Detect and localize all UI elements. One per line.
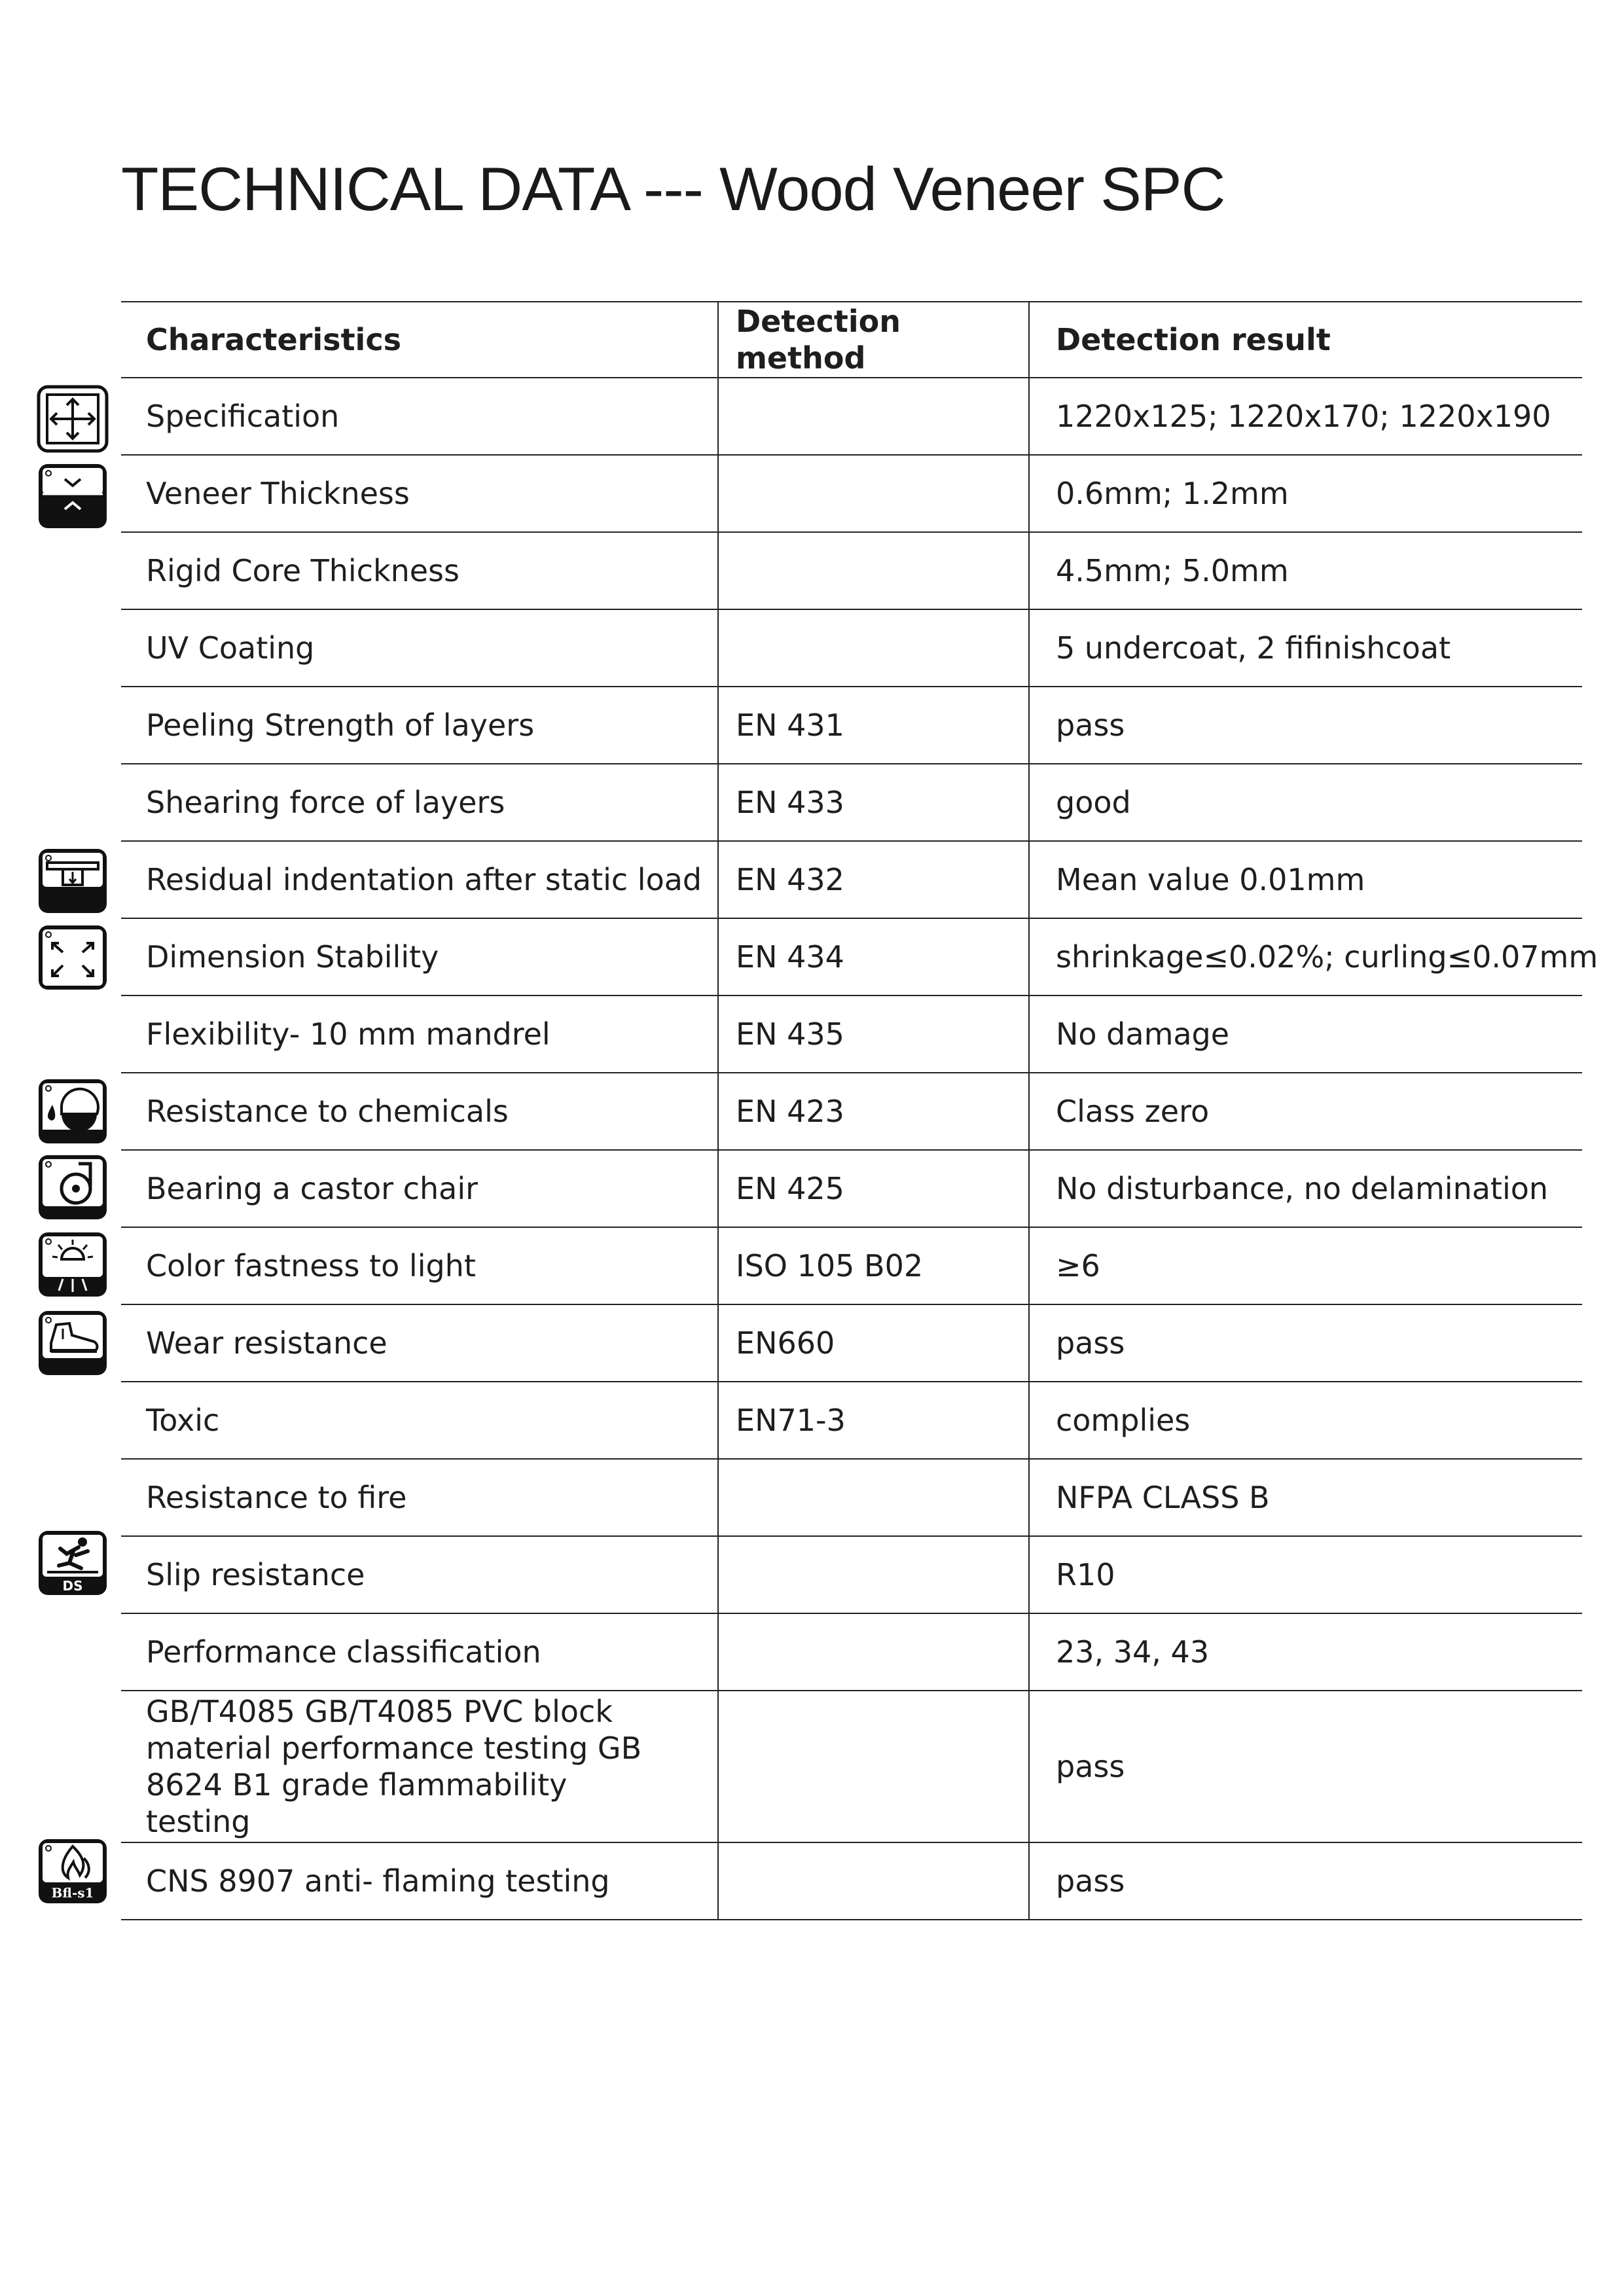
cell-result: 0.6mm; 1.2mm [1029,455,1582,532]
sunlight-icon [37,1230,109,1299]
cell-characteristic: GB/T4085 GB/T4085 PVC block material performance testing GB 8624 B1 grade flammability testing [121,1691,718,1842]
table-row [121,1150,1582,1227]
cell-method: EN71-3 [718,1382,1029,1459]
cell-characteristic: Dimension Stability [121,918,718,996]
table-header-row [121,302,1582,378]
cell-characteristic: Specification [121,378,718,455]
column-header-characteristics: Characteristics [121,302,718,378]
cell-result: 1220x125; 1220x170; 1220x190 [1029,378,1582,455]
chemicals-icon [37,1077,109,1145]
cell-result: pass [1029,687,1582,764]
cell-method: EN 435 [718,996,1029,1073]
cell-result: pass [1029,1691,1582,1842]
cell-result: R10 [1029,1536,1582,1613]
cell-result: shrinkage≤0.02%; curling≤0.07mm [1029,918,1582,996]
table-row [121,1227,1582,1304]
column-header-result: Detection result [1029,302,1582,378]
table-row [121,1536,1582,1613]
cell-characteristic: Flexibility- 10 mm mandrel [121,996,718,1073]
table-row [121,1842,1582,1920]
shoe-wear-icon [37,1309,109,1377]
cell-result: 5 undercoat, 2 fifinishcoat [1029,609,1582,687]
table-row [121,1382,1582,1459]
cell-method: ISO 105 B02 [718,1227,1029,1304]
castor-chair-icon [37,1153,109,1221]
cell-characteristic: Shearing force of layers [121,764,718,841]
static-load-icon [37,847,109,915]
cell-result: complies [1029,1382,1582,1459]
page-title: TECHNICAL DATA --- Wood Veneer SPC [121,154,1225,223]
cell-characteristic: Veneer Thickness [121,455,718,532]
cell-method [718,609,1029,687]
cell-result: No disturbance, no delamination [1029,1150,1582,1227]
table-row [121,609,1582,687]
table-row [121,841,1582,918]
cell-characteristic: Rigid Core Thickness [121,532,718,609]
cell-result: good [1029,764,1582,841]
cell-characteristic: Color fastness to light [121,1227,718,1304]
table-row [121,1073,1582,1150]
cell-characteristic: Residual indentation after static load [121,841,718,918]
table-row [121,918,1582,996]
fire-icon-label: Bfl-s1 [51,1885,94,1901]
cell-result: ≥6 [1029,1227,1582,1304]
table-row [121,1459,1582,1536]
cell-characteristic: Peeling Strength of layers [121,687,718,764]
cell-characteristic: Performance classification [121,1613,718,1691]
thickness-icon [37,462,109,530]
cell-method: EN 423 [718,1073,1029,1150]
table-row [121,378,1582,455]
table-row [121,996,1582,1073]
cell-characteristic: Slip resistance [121,1536,718,1613]
cell-result: pass [1029,1304,1582,1382]
cell-result: Mean value 0.01mm [1029,841,1582,918]
slip-resistance-icon [37,1529,109,1597]
fire-class-icon [37,1837,109,1905]
cell-characteristic: Bearing a castor chair [121,1150,718,1227]
cell-result: Class zero [1029,1073,1582,1150]
cell-method [718,1691,1029,1842]
cell-characteristic: Wear resistance [121,1304,718,1382]
cell-method: EN 425 [718,1150,1029,1227]
cell-result: No damage [1029,996,1582,1073]
slip-icon-label: DS [62,1578,83,1594]
cell-method: EN660 [718,1304,1029,1382]
cell-method: EN 432 [718,841,1029,918]
cell-characteristic: Resistance to chemicals [121,1073,718,1150]
technical-data-table [121,301,1598,1920]
cell-result: 4.5mm; 5.0mm [1029,532,1582,609]
cell-method [718,1459,1029,1536]
cell-method [718,1536,1029,1613]
column-header-method: Detection method [718,302,1029,378]
cell-method [718,455,1029,532]
table-row [121,1613,1582,1691]
table-row [121,1304,1582,1382]
table-row [121,532,1582,609]
table-row [121,455,1582,532]
cell-result: pass [1029,1842,1582,1920]
dimension-stability-icon [37,924,109,992]
cell-method: EN 433 [718,764,1029,841]
cell-method [718,532,1029,609]
cell-characteristic: CNS 8907 anti- flaming testing [121,1842,718,1920]
table-row [121,1691,1582,1842]
cell-characteristic: Resistance to fire [121,1459,718,1536]
table-row [121,764,1582,841]
cell-result: 23, 34, 43 [1029,1613,1582,1691]
resize-arrows-icon [37,385,109,453]
cell-method: EN 434 [718,918,1029,996]
cell-method [718,378,1029,455]
cell-characteristic: Toxic [121,1382,718,1459]
cell-method [718,1842,1029,1920]
cell-method: EN 431 [718,687,1029,764]
cell-characteristic: UV Coating [121,609,718,687]
table-row [121,687,1582,764]
cell-result: NFPA CLASS B [1029,1459,1582,1536]
cell-method [718,1613,1029,1691]
